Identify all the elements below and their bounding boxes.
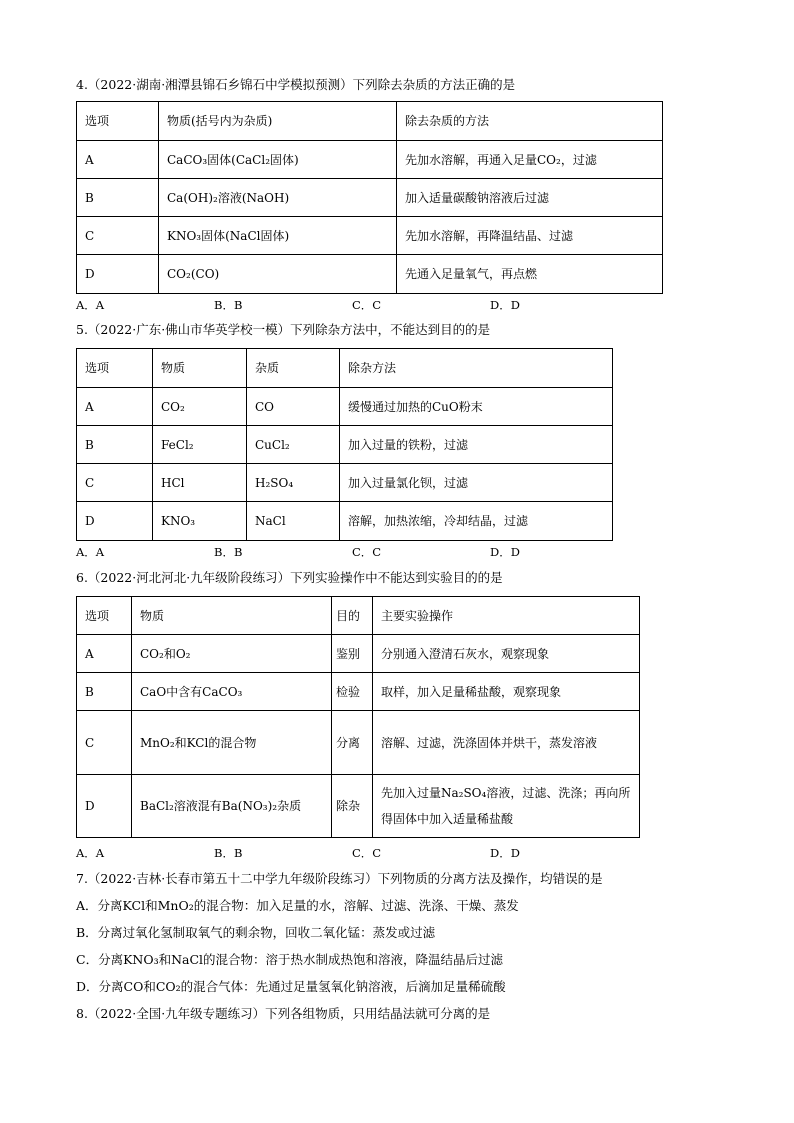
table-row <box>77 217 663 255</box>
option-cell: D <box>77 502 153 541</box>
question-7-title: 7.（2022·吉林·长春市第五十二中学九年级阶段练习）下列物质的分离方法及操作，均错误的是 <box>76 871 603 886</box>
substance-cell: CO₂(CO) <box>159 255 397 294</box>
operation-cell: 取样，加入足量稀盐酸，观察现象 <box>373 673 640 711</box>
header-cell: 物质 <box>153 349 247 388</box>
option-cell: C <box>77 711 132 775</box>
answer-option-c[interactable]: C．分离KNO₃和NaCl的混合物：溶于热水制成热饱和溶液，降温结晶后过滤 <box>76 952 504 967</box>
method-cell: 加入过量氯化钡，过滤 <box>340 464 613 502</box>
table-row <box>77 179 663 217</box>
option-cell: A <box>77 635 132 673</box>
table-row <box>77 141 663 179</box>
question-6-table <box>76 596 640 838</box>
question-4-title: 4.（2022·湖南·湘潭县锦石乡锦石中学模拟预测）下列除去杂质的方法正确的是 <box>76 77 516 92</box>
purpose-cell: 检验 <box>332 673 373 711</box>
answer-option-b[interactable]: B．分离过氧化氢制取氧气的剩余物，回收二氧化锰：蒸发或过滤 <box>76 925 436 940</box>
answer-choice-b[interactable]: B．B <box>214 298 243 312</box>
header-cell: 杂质 <box>247 349 340 388</box>
option-cell: C <box>77 217 159 255</box>
answer-choice-d[interactable]: D．D <box>490 545 520 559</box>
question-6-title: 6.（2022·河北河北·九年级阶段练习）下列实验操作中不能达到实验目的的是 <box>76 570 503 585</box>
substance-cell: CaCO₃固体(CaCl₂固体) <box>159 141 397 179</box>
operation-cell: 先加入过量Na₂SO₄溶液，过滤、洗涤；再向所得固体中加入适量稀盐酸 <box>373 775 640 838</box>
table-row <box>77 255 663 294</box>
table-row <box>77 464 613 502</box>
substance-cell: HCl <box>153 464 247 502</box>
question-5-title: 5.（2022·广东·佛山市华英学校一模）下列除杂方法中，不能达到目的的是 <box>76 322 491 337</box>
method-cell: 加入适量碳酸钠溶液后过滤 <box>397 179 663 217</box>
impurity-cell: CO <box>247 388 340 426</box>
method-cell: 加入过量的铁粉，过滤 <box>340 426 613 464</box>
purpose-cell: 除杂 <box>332 775 373 838</box>
question-8-title: 8.（2022·全国·九年级专题练习）下列各组物质，只用结晶法就可分离的是 <box>76 1006 491 1021</box>
option-cell: A <box>77 388 153 426</box>
option-cell: D <box>77 255 159 294</box>
option-cell: A <box>77 141 159 179</box>
answer-choice-a[interactable]: A．A <box>76 298 105 312</box>
table-row <box>77 711 640 775</box>
substance-cell: CaO中含有CaCO₃ <box>132 673 332 711</box>
option-cell: B <box>77 673 132 711</box>
method-cell: 缓慢通过加热的CuO粉末 <box>340 388 613 426</box>
header-cell: 除杂方法 <box>340 349 613 388</box>
table-row <box>77 775 640 838</box>
table-row <box>77 388 613 426</box>
impurity-cell: CuCl₂ <box>247 426 340 464</box>
table-row <box>77 502 613 541</box>
method-cell: 先加水溶解，再降温结晶、过滤 <box>397 217 663 255</box>
answer-choice-a[interactable]: A．A <box>76 846 105 860</box>
method-cell: 先通入足量氧气，再点燃 <box>397 255 663 294</box>
operation-cell: 溶解、过滤，洗涤固体并烘干，蒸发溶液 <box>373 711 640 775</box>
operation-cell: 分别通入澄清石灰水，观察现象 <box>373 635 640 673</box>
answer-choice-d[interactable]: D．D <box>490 846 520 860</box>
table-header-row <box>77 102 663 141</box>
header-cell: 主要实验操作 <box>373 597 640 635</box>
answer-choice-b[interactable]: B．B <box>214 545 243 559</box>
substance-cell: KNO₃ <box>153 502 247 541</box>
answer-choice-d[interactable]: D．D <box>490 298 520 312</box>
option-cell: D <box>77 775 132 838</box>
header-cell: 除去杂质的方法 <box>397 102 663 141</box>
option-cell: C <box>77 464 153 502</box>
method-cell: 先加水溶解，再通入足量CO₂，过滤 <box>397 141 663 179</box>
option-cell: B <box>77 179 159 217</box>
header-cell: 目的 <box>332 597 373 635</box>
header-cell: 选项 <box>77 349 153 388</box>
purpose-cell: 分离 <box>332 711 373 775</box>
answer-choice-a[interactable]: A．A <box>76 545 105 559</box>
answer-option-a[interactable]: A．分离KCl和MnO₂的混合物：加入足量的水，溶解、过滤、洗涤、干燥、蒸发 <box>76 898 519 913</box>
substance-cell: FeCl₂ <box>153 426 247 464</box>
impurity-cell: NaCl <box>247 502 340 541</box>
substance-cell: BaCl₂溶液混有Ba(NO₃)₂杂质 <box>132 775 332 838</box>
purpose-cell: 鉴别 <box>332 635 373 673</box>
header-cell: 选项 <box>77 597 132 635</box>
substance-cell: MnO₂和KCl的混合物 <box>132 711 332 775</box>
table-row <box>77 635 640 673</box>
substance-cell: CO₂和O₂ <box>132 635 332 673</box>
table-row <box>77 426 613 464</box>
header-cell: 物质 <box>132 597 332 635</box>
impurity-cell: H₂SO₄ <box>247 464 340 502</box>
substance-cell: Ca(OH)₂溶液(NaOH) <box>159 179 397 217</box>
table-header-row <box>77 597 640 635</box>
header-cell: 物质(括号内为杂质) <box>159 102 397 141</box>
question-4-table <box>76 101 663 294</box>
answer-option-d[interactable]: D．分离CO和CO₂的混合气体：先通过足量氢氧化钠溶液，后滴加足量稀硫酸 <box>76 979 506 994</box>
table-row <box>77 673 640 711</box>
substance-cell: KNO₃固体(NaCl固体) <box>159 217 397 255</box>
answer-choice-c[interactable]: C．C <box>352 545 382 559</box>
question-5-table <box>76 348 613 541</box>
table-header-row <box>77 349 613 388</box>
option-cell: B <box>77 426 153 464</box>
header-cell: 选项 <box>77 102 159 141</box>
answer-choice-b[interactable]: B．B <box>214 846 243 860</box>
method-cell: 溶解，加热浓缩，冷却结晶，过滤 <box>340 502 613 541</box>
substance-cell: CO₂ <box>153 388 247 426</box>
answer-choice-c[interactable]: C．C <box>352 846 382 860</box>
answer-choice-c[interactable]: C．C <box>352 298 382 312</box>
